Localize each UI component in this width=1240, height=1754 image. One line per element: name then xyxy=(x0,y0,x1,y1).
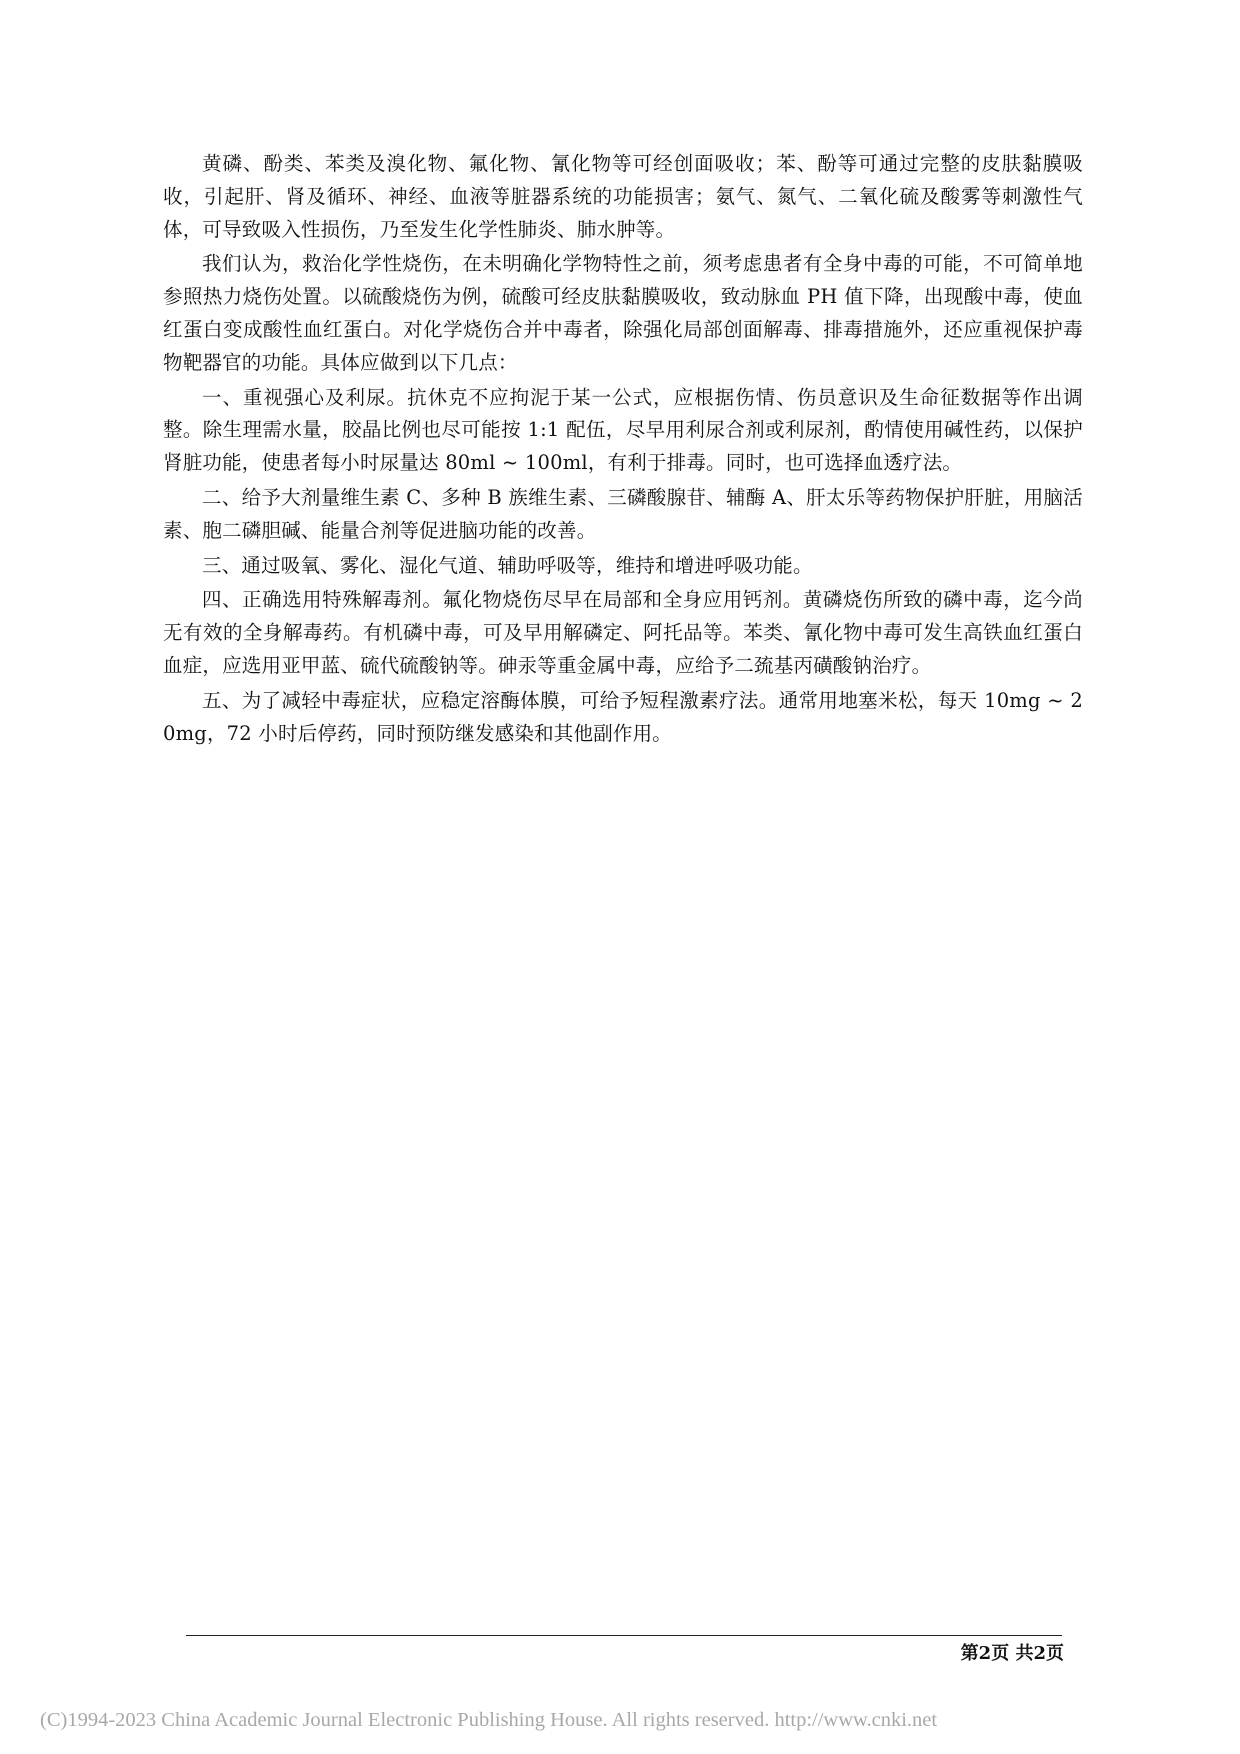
paragraph-4: 二、给予大剂量维生素 C、多种 B 族维生素、三磷酸腺苷、辅酶 A、肝太乐等药物保护肝脏，用脑活素、胞二磷胆碱、能量合剂等促进脑功能的改善。 xyxy=(163,485,1083,542)
footer-divider xyxy=(186,1635,1062,1636)
paragraph-1: 黄磷、酚类、苯类及溴化物、氟化物、氰化物等可经创面吸收；苯、酚等可通过完整的皮肤黏膜吸收，引起肝、肾及循环、神经、血液等脏器系统的功能损害；氨气、氮气、二氧化硫及酸雾等刺激性气体，可导致吸入性损伤，乃至发生化学性肺炎、肺水肿等。 xyxy=(163,152,1083,241)
paragraph-2: 我们认为，救治化学性烧伤，在未明确化学物特性之前，须考虑患者有全身中毒的可能，不可简单地参照热力烧伤处置。以硫酸烧伤为例，硫酸可经皮肤黏膜吸收，致动脉血 PH 值下降，出现酸中毒，使血红蛋白变成酸性血红蛋白。对化学烧伤合并中毒者，除强化局部创面解毒、排毒措施外，还应重视保护毒物靶器官的功能。具体应做到以下几点： xyxy=(163,252,1083,374)
paragraph-5: 三、通过吸氧、雾化、湿化气道、辅助呼吸等，维持和增进呼吸功能。 xyxy=(202,553,813,577)
paragraph-7: 五、为了减轻中毒症状，应稳定溶酶体膜，可给予短程激素疗法。通常用地塞米松，每天 10mg ~ 20mg，72 小时后停药，同时预防继发感染和其他副作用。 xyxy=(163,688,1083,745)
paragraph-6: 四、正确选用特殊解毒剂。氟化物烧伤尽早在局部和全身应用钙剂。黄磷烧伤所致的磷中毒，迄今尚无有效的全身解毒药。有机磷中毒，可及早用解磷定、阿托品等。苯类、氰化物中毒可发生高铁血红蛋白血症，应选用亚甲蓝、硫代硫酸钠等。砷汞等重金属中毒，应给予二巯基丙磺酸钠治疗。 xyxy=(163,588,1083,677)
page-number: 第2页 共2页 xyxy=(960,1643,1064,1664)
body-text xyxy=(163,148,1083,752)
copyright-notice: (C)1994-2023 China Academic Journal Electronic Publishing House. All rights reserved. http://www.cnki.net xyxy=(40,1709,938,1731)
paragraph-3: 一、重视强心及利尿。抗休克不应拘泥于某一公式，应根据伤情、伤员意识及生命征数据等作出调整。除生理需水量，胶晶比例也尽可能按 1:1 配伍，尽早用利尿合剂或利尿剂，酌情使用碱性药，以保护肾脏功能，使患者每小时尿量达 80ml ~ 100ml，有利于排毒。同时，也可选择血透疗法。 xyxy=(163,385,1083,475)
